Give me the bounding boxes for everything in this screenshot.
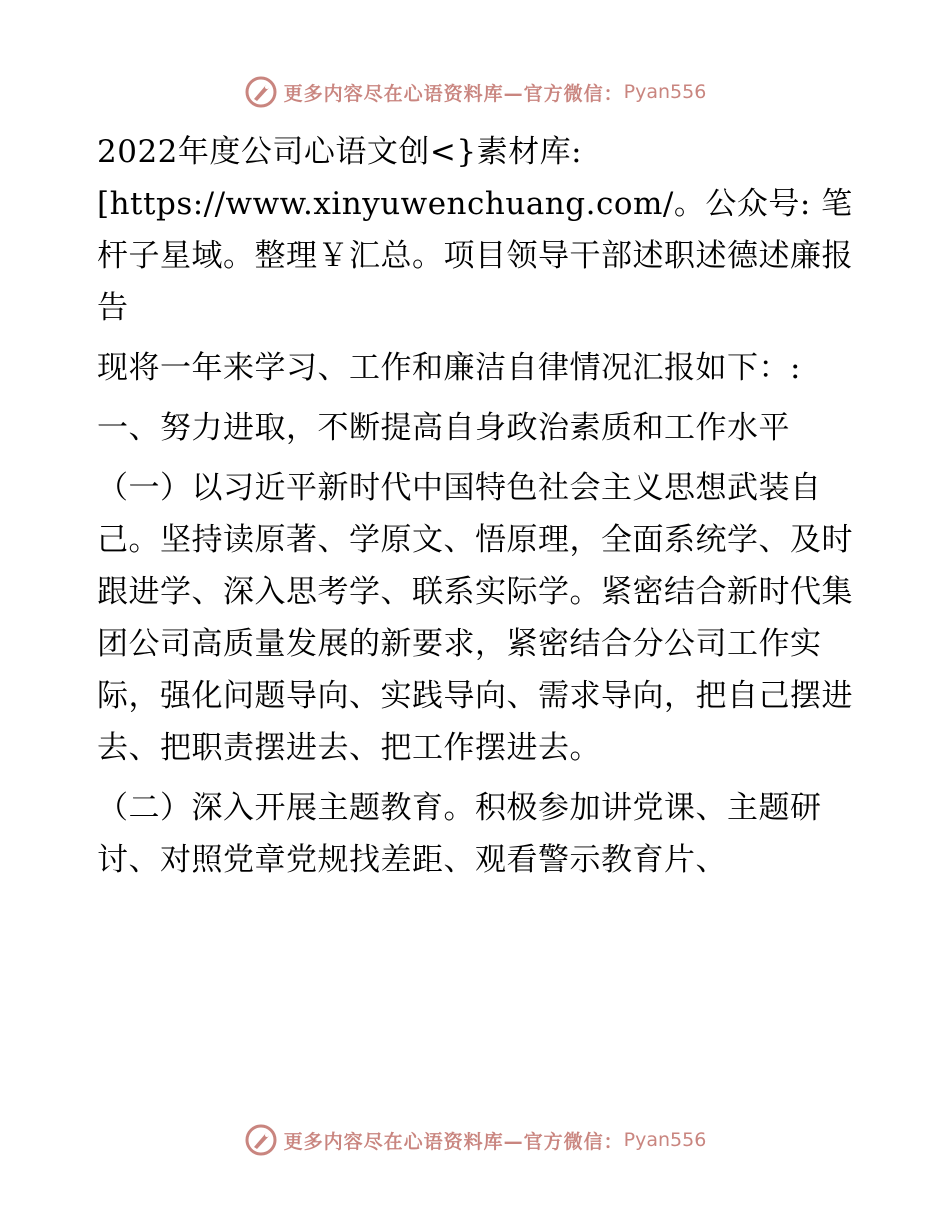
paragraph-2: （二）深入开展主题教育。积极参加讲党课、主题研讨、对照党章党规找差距、观看警示教育片、 [97, 790, 822, 878]
footer-banner [0, 1120, 950, 1160]
header-banner-text: 更多内容尽在心语资料库—官方微信： [283, 82, 624, 105]
footer-banner-contact: Pyan556 [623, 1129, 707, 1151]
paragraph-1: （一）以习近平新时代中国特色社会主义思想武装自己。坚持读原著、学原文、悟原理，全面系统学、及时跟进学、深入思考学、联系实际学。紧密结合新时代集团公司高质量发展的新要求，紧密结合分公司工作实际，强化问题导向、实践导向、需求导向，把自己摆进去、把职责摆进去、把工作摆进去。 [97, 470, 853, 766]
section-heading-1: 一、努力进取，不断提高自身政治素质和工作水平 [97, 410, 790, 446]
document-body [97, 126, 855, 894]
paragraph-intro: 现将一年来学习、工作和廉洁自律情况汇报如下：: [97, 350, 801, 386]
footer-banner-text: 更多内容尽在心语资料库—官方微信： [283, 1130, 624, 1153]
pen-nib-logo-icon [244, 75, 278, 109]
pen-nib-logo-icon [244, 1123, 278, 1157]
header-banner [0, 72, 950, 112]
header-banner-contact: Pyan556 [623, 81, 707, 103]
document-intro: 2022年度公司心语文创<}素材库: [https://www.xinyuwenchuang.com/。公众号: 笔杆子星域。整理￥汇总。项目领导干部述职述德述廉报告 [97, 134, 853, 326]
